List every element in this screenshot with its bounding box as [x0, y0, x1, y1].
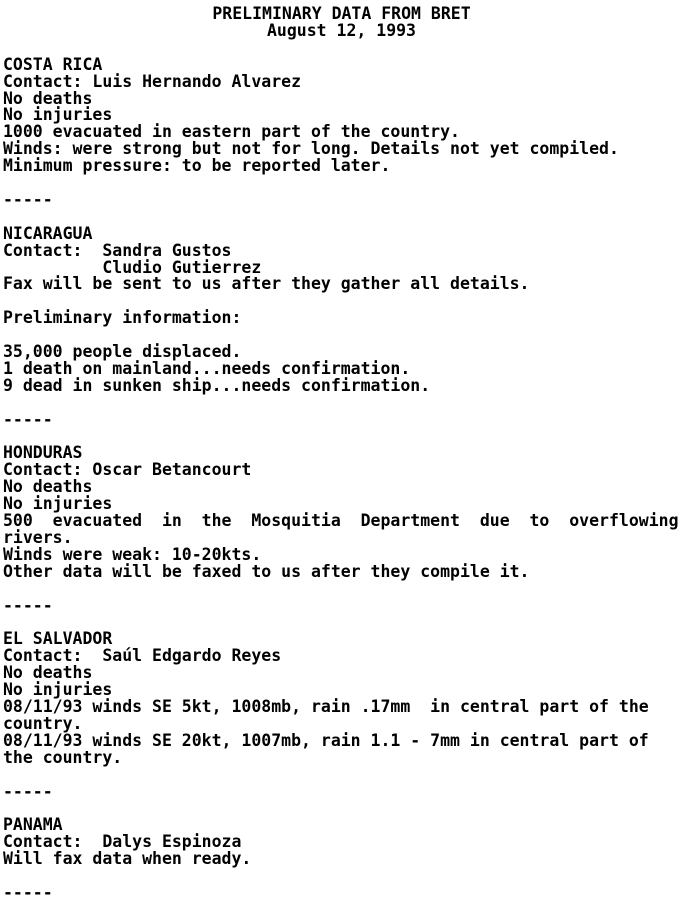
section-lines: [3, 834, 680, 868]
country-section: [3, 817, 680, 868]
section-separator: -----: [3, 409, 53, 429]
document-line: 35,000 people displaced.: [3, 342, 242, 362]
section-separator: -----: [3, 882, 53, 902]
blank-line: [3, 175, 680, 192]
country-section: [3, 54, 680, 176]
blank-line: [3, 767, 680, 784]
country-section: [3, 223, 680, 395]
document-line: Contact: Sandra Gustos: [3, 240, 232, 260]
section-country-heading: NICARAGUA: [3, 223, 93, 243]
section-lines: [3, 648, 680, 766]
document-sections: [3, 54, 680, 902]
section-country-heading: COSTA RICA: [3, 54, 103, 74]
document-line: Contact: Oscar Betancourt: [3, 460, 252, 480]
section-separator: -----: [3, 189, 53, 209]
document-line: the country.: [3, 747, 123, 767]
document-line: Fax will be sent to us after they gather all details.: [3, 274, 530, 294]
section-lines: [3, 240, 680, 395]
section-country-heading: HONDURAS: [3, 443, 83, 463]
document-line: No deaths: [3, 477, 93, 497]
document-line: No injuries: [3, 105, 113, 125]
document-line: country.: [3, 713, 83, 733]
document-line: No deaths: [3, 88, 93, 108]
blank-line: [3, 395, 680, 412]
document-line: Contact: Saúl Edgardo Reyes: [3, 646, 282, 666]
document-line: 1000 evacuated in eastern part of the country.: [3, 122, 460, 142]
section-country-heading: EL SALVADOR: [3, 629, 113, 649]
section-lines: [3, 462, 680, 580]
document-line: Other data will be faxed to us after they compile it.: [3, 561, 530, 581]
document-line: rivers.: [3, 527, 73, 547]
document-line: 1 death on mainland...needs confirmation.: [3, 358, 411, 378]
document-line: Preliminary information:: [3, 308, 242, 328]
country-section: [3, 631, 680, 766]
section-country-heading: PANAMA: [3, 815, 63, 835]
document-line: Winds were weak: 10-20kts.: [3, 544, 262, 564]
document-line: Cludio Gutierrez: [3, 257, 262, 277]
document-line: Contact: Luis Hernando Alvarez: [3, 71, 302, 91]
document-line: 500 evacuated in the Mosquitia Department due to overflowing: [3, 511, 679, 531]
blank-line: [3, 40, 680, 57]
document-line: Will fax data when ready.: [3, 849, 252, 869]
document-line: No deaths: [3, 663, 93, 683]
document-line: Minimum pressure: to be reported later.: [3, 156, 391, 176]
blank-line: [3, 868, 680, 885]
blank-line: [3, 429, 680, 446]
country-section: [3, 445, 680, 580]
blank-line: [3, 209, 680, 226]
document-line: Winds: were strong but not for long. Details not yet compiled.: [3, 139, 619, 159]
document-line: Contact: Dalys Espinoza: [3, 832, 242, 852]
document-line: 08/11/93 winds SE 5kt, 1008mb, rain .17mm in central part of the: [3, 697, 649, 717]
section-separator: -----: [3, 781, 53, 801]
document-line: 08/11/93 winds SE 20kt, 1007mb, rain 1.1 - 7mm in central part of: [3, 730, 649, 750]
blank-line: [3, 581, 680, 598]
document-line: No injuries: [3, 494, 113, 514]
document-title: PRELIMINARY DATA FROM BRET: [212, 4, 471, 23]
section-lines: [3, 71, 680, 176]
document-date: August 12, 1993: [266, 20, 416, 40]
blank-line: [3, 800, 680, 817]
document-line: 9 dead in sunken ship...needs confirmation.: [3, 375, 431, 395]
document-line: No injuries: [3, 680, 113, 700]
section-separator: -----: [3, 595, 53, 615]
